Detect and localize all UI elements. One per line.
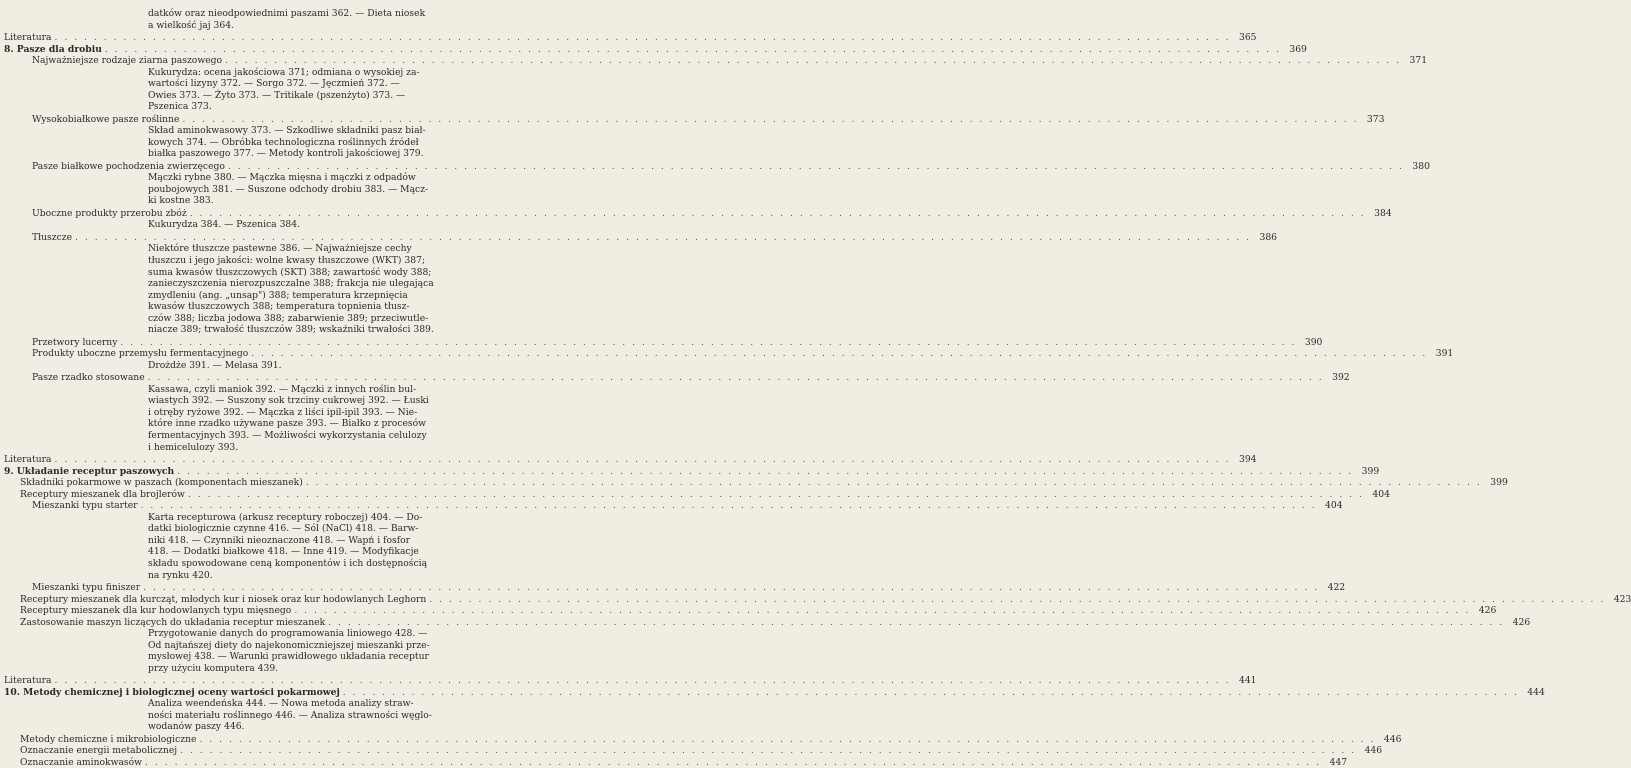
leader-dots: . . . . . . . . . . . . . . . . . . . . . . . . . . . . . . . . . . . . . . . . . . . . . . . . . . . . . . . . . . . . . . . . . . . . . . . . . . . . . . . . . . . . . . . . . . . . . . . . . . . . . . . . . . . . . . . . . . . . . . . . (54, 32, 1231, 43)
toc-entry (0, 687, 1545, 698)
leader-dots: . . . . . . . . . . . . . . . . . . . . . . . . . . . . . . . . . . . . . . . . . . . . . . . . . . . . . . . . . . . . . . . . . . . . . . . . . . . . . . . . . . . . . . . . . . . . . . . . . . . . . . . . . . . . . . . . . . . . . . . . (143, 582, 1320, 593)
toc-subtopics-line: Drożdże 391. — Melasa 391. (148, 360, 282, 371)
toc-entry (0, 161, 1430, 172)
toc-entry-title: 8. Pasze dla drobiu (4, 44, 102, 55)
leader-dots: . . . . . . . . . . . . . . . . . . . . . . . . . . . . . . . . . . . . . . . . . . . . . . . . . . . . . . . . . . . . . . . . . . . . . . . . . . . . . . . . . . . . . . . . . . . . . . . . . . . . . . . . . . . . . . . . . . . . . . . . (145, 757, 1322, 768)
toc-page-number: 426 (1478, 605, 1497, 616)
toc-subtopics-line: fermentacyjnych 393. — Możliwości wykorzystania celulozy (148, 430, 427, 441)
toc-subtopics-line: niacze 389; trwałość tłuszczów 389; wskaźniki trwałości 389. (148, 324, 434, 335)
toc-entry-title: Literatura (4, 32, 52, 43)
toc-entry-title: Produkty uboczne przemysłu fermentacyjnego (32, 348, 249, 359)
toc-entry-title: Pasze białkowe pochodzenia zwierzęcego (32, 161, 225, 172)
toc-entry (0, 734, 1402, 745)
leader-dots: . . . . . . . . . . . . . . . . . . . . . . . . . . . . . . . . . . . . . . . . . . . . . . . . . . . . . . . . . . . . . . . . . . . . . . . . . . . . . . . . . . . . . . . . . . . . . . . . . . . . . . . . . . . . . . . . . . . . . . . . (75, 232, 1252, 243)
toc-page-number: 444 (1527, 687, 1545, 698)
toc-entry-title: Mieszanki typu starter (32, 500, 138, 511)
toc-entry (0, 454, 1257, 465)
toc-page-number: 404 (1372, 489, 1390, 500)
toc-entry-title: Metody chemiczne i mikrobiologiczne (20, 734, 197, 745)
leader-dots: . . . . . . . . . . . . . . . . . . . . . . . . . . . . . . . . . . . . . . . . . . . . . . . . . . . . . . . . . . . . . . . . . . . . . . . . . . . . . . . . . . . . . . . . . . . . . . . . . . . . . . . . . . . . . . . . . . . . . . . . (225, 55, 1402, 66)
toc-entry (0, 348, 1454, 359)
leader-dots: . . . . . . . . . . . . . . . . . . . . . . . . . . . . . . . . . . . . . . . . . . . . . . . . . . . . . . . . . . . . . . . . . . . . . . . . . . . . . . . . . . . . . . . . . . . . . . . . . . . . . . . . . . . . . . . . . . . . . . . . (104, 44, 1281, 55)
toc-subtopics-line: datki biologicznie czynne 416. — Sól (NaCl) 418. — Barw- (148, 523, 419, 534)
leader-dots: . . . . . . . . . . . . . . . . . . . . . . . . . . . . . . . . . . . . . . . . . . . . . . . . . . . . . . . . . . . . . . . . . . . . . . . . . . . . . . . . . . . . . . . . . . . . . . . . . . . . . . . . . . . . . . . . . . . . . . . . (305, 477, 1482, 488)
toc-page-number: 441 (1238, 675, 1257, 686)
toc-page-number: 446 (1364, 745, 1383, 756)
toc-entry-title: Uboczne produkty przerobu zbóż (32, 208, 187, 219)
toc-entry-title: 9. Układanie receptur paszowych (4, 466, 175, 477)
toc-page-number: 391 (1435, 348, 1454, 359)
toc-entry-title: Przetwory lucerny (32, 337, 118, 348)
toc-subtopics-line: wodanów paszy 446. (148, 721, 245, 732)
toc-subtopics-line: Karta recepturowa (arkusz receptury roboczej) 404. — Do- (148, 512, 423, 523)
toc-subtopics-line: Skład aminokwasowy 373. — Szkodliwe składniki pasz biał- (148, 125, 426, 136)
leader-dots: . . . . . . . . . . . . . . . . . . . . . . . . . . . . . . . . . . . . . . . . . . . . . . . . . . . . . . . . . . . . . . . . . . . . . . . . . . . . . . . . . . . . . . . . . . . . . . . . . . . . . . . . . . . . . . . . . . . . . . . . (180, 745, 1357, 756)
toc-entry (0, 208, 1392, 219)
toc-subtopics-line: na rynku 420. (148, 570, 213, 581)
toc-subtopics-line: kowych 374. — Obróbka technologiczna roślinnych źródeł (148, 137, 419, 148)
toc-entry (0, 44, 1307, 55)
toc-entry (0, 55, 1428, 66)
toc-page-number: 392 (1332, 372, 1350, 383)
toc-entry-title: Pasze rzadko stosowane (32, 372, 145, 383)
toc-subtopics-line: Od najtańszej diety do najekonomiczniejszej mieszanki prze- (148, 640, 430, 651)
toc-entry-title: Mieszanki typu finiszer (32, 582, 141, 593)
toc-entry (0, 500, 1343, 511)
leader-dots: . . . . . . . . . . . . . . . . . . . . . . . . . . . . . . . . . . . . . . . . . . . . . . . . . . . . . . . . . . . . . . . . . . . . . . . . . . . . . . . . . . . . . . . . . . . . . . . . . . . . . . . . . . . . . . . . . . . . . . . . (199, 734, 1376, 745)
toc-subtopics-line: Kukurydza: ocena jakościowa 371; odmiana o wysokiej za- (148, 67, 420, 78)
toc-entry (0, 745, 1383, 756)
toc-subtopics-line: Kassawa, czyli maniok 392. — Mączki z innych roślin bul- (148, 384, 417, 395)
toc-page-number: 386 (1259, 232, 1278, 243)
toc-entry (0, 32, 1257, 43)
toc-page-number: 373 (1366, 114, 1385, 125)
toc-entry (0, 617, 1531, 628)
toc-entry-title: Najważniejsze rodzaje ziarna paszowego (32, 55, 223, 66)
toc-subtopics-line: Mączki rybne 380. — Mączka mięsna i mączki z odpadów (148, 172, 416, 183)
toc-subtopics-line: białka paszowego 377. — Metody kontroli jakościowej 379. (148, 148, 424, 159)
toc-entry-title: Oznaczanie energii metabolicznej (20, 745, 178, 756)
leader-dots: . . . . . . . . . . . . . . . . . . . . . . . . . . . . . . . . . . . . . . . . . . . . . . . . . . . . . . . . . . . . . . . . . . . . . . . . . . . . . . . . . . . . . . . . . . . . . . . . . . . . . . . . . . . . . . . . . . . . . . . . (328, 617, 1505, 628)
toc-page-number: 380 (1412, 161, 1430, 172)
leader-dots: . . . . . . . . . . . . . . . . . . . . . . . . . . . . . . . . . . . . . . . . . . . . . . . . . . . . . . . . . . . . . . . . . . . . . . . . . . . . . . . . . . . . . . . . . . . . . . . . . . . . . . . . . . . . . . . . . . . . . . . . (182, 114, 1359, 125)
toc-subtopics-line: Pszenica 373. (148, 101, 212, 112)
toc-subtopics-line: i hemicelulozy 393. (148, 442, 239, 453)
toc-entry-title: Oznaczanie aminokwasów (20, 757, 143, 768)
leader-dots: . . . . . . . . . . . . . . . . . . . . . . . . . . . . . . . . . . . . . . . . . . . . . . . . . . . . . . . . . . . . . . . . . . . . . . . . . . . . . . . . . . . . . . . . . . . . . . . . . . . . . . . . . . . . . . . . . . . . . . . . (147, 372, 1324, 383)
toc-entry-title: Składniki pokarmowe w paszach (komponentach mieszanek) (20, 477, 303, 488)
toc-subtopics-line: poubojowych 381. — Suszone odchody drobiu 383. — Mącz- (148, 184, 429, 195)
toc-subtopics-line: tłuszczu i jego jakości: wolne kwasy tłuszczowe (WKT) 387; (148, 255, 426, 266)
toc-subtopics-line: Niektóre tłuszcze pastewne 386. — Najważniejsze cechy (148, 243, 412, 254)
toc-subtopics-line: datków oraz nieodpowiednimi paszami 362. — Dieta niosek (148, 8, 426, 19)
toc-subtopics-line: zanieczyszczenia nierozpuszczalne 388; frakcja nie ulegająca (148, 278, 434, 289)
toc-entry (0, 605, 1497, 616)
toc-entry-title: Literatura (4, 675, 52, 686)
leader-dots: . . . . . . . . . . . . . . . . . . . . . . . . . . . . . . . . . . . . . . . . . . . . . . . . . . . . . . . . . . . . . . . . . . . . . . . . . . . . . . . . . . . . . . . . . . . . . . . . . . . . . . . . . . . . . . . . . . . . . . . . (342, 687, 1519, 698)
leader-dots: . . . . . . . . . . . . . . . . . . . . . . . . . . . . . . . . . . . . . . . . . . . . . . . . . . . . . . . . . . . . . . . . . . . . . . . . . . . . . . . . . . . . . . . . . . . . . . . . . . . . . . . . . . . . . . . . . . . . . . . . (177, 466, 1354, 477)
toc-page-number: 394 (1238, 454, 1257, 465)
toc-page-number: 447 (1329, 757, 1348, 768)
toc-subtopics-line: wiastych 392. — Suszony sok trzciny cukrowej 392. — Łuski (148, 395, 429, 406)
toc-subtopics-line: ki kostne 383. (148, 195, 214, 206)
toc-entry-title: Zastosowanie maszyn liczących do układania receptur mieszanek (20, 617, 326, 628)
toc-page-number: 422 (1327, 582, 1346, 593)
toc-entry (0, 337, 1323, 348)
leader-dots: . . . . . . . . . . . . . . . . . . . . . . . . . . . . . . . . . . . . . . . . . . . . . . . . . . . . . . . . . . . . . . . . . . . . . . . . . . . . . . . . . . . . . . . . . . . . . . . . . . . . . . . . . . . . . . . . . . . . . . . . (294, 605, 1471, 616)
leader-dots: . . . . . . . . . . . . . . . . . . . . . . . . . . . . . . . . . . . . . . . . . . . . . . . . . . . . . . . . . . . . . . . . . . . . . . . . . . . . . . . . . . . . . . . . . . . . . . . . . . . . . . . . . . . . . . . . . . . . . . . . (54, 675, 1231, 686)
toc-subtopics-line: 418. — Dodatki białkowe 418. — Inne 419. — Modyfikacje (148, 546, 419, 557)
toc-entry (0, 489, 1390, 500)
toc-subtopics-line: zmydleniu (ang. „unsap") 388; temperatura krzepnięcia (148, 290, 408, 301)
toc-page-number: 399 (1361, 466, 1380, 477)
toc-entry-title: Receptury mieszanek dla kurcząt, młodych kur i niosek oraz kur hodowlanych Leghorn (20, 594, 427, 605)
toc-subtopics-line: wartości lizyny 372. — Sorgo 372. — Jęczmień 372. — (148, 78, 400, 89)
leader-dots: . . . . . . . . . . . . . . . . . . . . . . . . . . . . . . . . . . . . . . . . . . . . . . . . . . . . . . . . . . . . . . . . . . . . . . . . . . . . . . . . . . . . . . . . . . . . . . . . . . . . . . . . . . . . . . . . . . . . . . . . (140, 500, 1317, 511)
toc-subtopics-line: suma kwasów tłuszczowych (SKT) 388; zawartość wody 388; (148, 267, 432, 278)
toc-page-number: 426 (1512, 617, 1531, 628)
toc-entry (0, 757, 1348, 768)
toc-page-number: 369 (1289, 44, 1307, 55)
toc-subtopics-line: mysłowej 438. — Warunki prawidłowego układania receptur (148, 651, 429, 662)
leader-dots: . . . . . . . . . . . . . . . . . . . . . . . . . . . . . . . . . . . . . . . . . . . . . . . . . . . . . . . . . . . . . . . . . . . . . . . . . . . . . . . . . . . . . . . . . . . . . . . . . . . . . . . . . . . . . . . . . . . . . . . . (54, 454, 1231, 465)
toc-entry-title: Receptury mieszanek dla kur hodowlanych typu mięsnego (20, 605, 292, 616)
toc-page-number: 404 (1325, 500, 1343, 511)
toc-subtopics-line: czów 388; liczba jodowa 388; zabarwienie 389; przeciwutle- (148, 313, 429, 324)
toc-subtopics-line: które inne rzadko używane pasze 393. — Białko z procesów (148, 418, 427, 429)
toc-subtopics-line: Owies 373. — Żyto 373. — Tritikale (pszenżyto) 373. — (148, 90, 406, 101)
toc-subtopics-line: a wielkość jaj 364. (148, 20, 235, 31)
leader-dots: . . . . . . . . . . . . . . . . . . . . . . . . . . . . . . . . . . . . . . . . . . . . . . . . . . . . . . . . . . . . . . . . . . . . . . . . . . . . . . . . . . . . . . . . . . . . . . . . . . . . . . . . . . . . . . . . . . . . . . . . (227, 161, 1404, 172)
toc-entry (0, 372, 1350, 383)
toc-subtopics-line: ności materiału roślinnego 446. — Analiza strawności węglo- (148, 710, 432, 721)
leader-dots: . . . . . . . . . . . . . . . . . . . . . . . . . . . . . . . . . . . . . . . . . . . . . . . . . . . . . . . . . . . . . . . . . . . . . . . . . . . . . . . . . . . . . . . . . . . . . . . . . . . . . . . . . . . . . . . . . . . . . . . . (251, 348, 1428, 359)
leader-dots: . . . . . . . . . . . . . . . . . . . . . . . . . . . . . . . . . . . . . . . . . . . . . . . . . . . . . . . . . . . . . . . . . . . . . . . . . . . . . . . . . . . . . . . . . . . . . . . . . . . . . . . . . . . . . . . . . . . . . . . . (187, 489, 1364, 500)
toc-subtopics-line: kwasów tłuszczowych 388; temperatura topnienia tłusz- (148, 301, 410, 312)
toc-page-number: 371 (1409, 55, 1428, 66)
toc-entry (0, 477, 1508, 488)
toc-page-number: 384 (1374, 208, 1392, 219)
toc-entry-title: Wysokobiałkowe pasze roślinne (32, 114, 180, 125)
toc-subtopics-line: niki 418. — Czynniki nieoznaczone 418. — Wapń i fosfor (148, 535, 411, 546)
toc-entry (0, 466, 1380, 477)
leader-dots: . . . . . . . . . . . . . . . . . . . . . . . . . . . . . . . . . . . . . . . . . . . . . . . . . . . . . . . . . . . . . . . . . . . . . . . . . . . . . . . . . . . . . . . . . . . . . . . . . . . . . . . . . . . . . . . . . . . . . . . . (429, 594, 1606, 605)
toc-page-number: 390 (1304, 337, 1323, 348)
toc-entry-title: Tłuszcze (32, 232, 73, 243)
toc-subtopics-line: i otręby ryżowe 392. — Mączka z liści ipil-ipil 393. — Nie- (148, 407, 418, 418)
toc-subtopics-line: Kukurydza 384. — Pszenica 384. (148, 219, 301, 230)
toc-subtopics-line: Analiza weendeńska 444. — Nowa metoda analizy straw- (148, 698, 414, 709)
toc-page-number: 399 (1490, 477, 1508, 488)
toc-entry-title: 10. Metody chemicznej i biologicznej oceny wartości pokarmowej (4, 687, 340, 698)
leader-dots: . . . . . . . . . . . . . . . . . . . . . . . . . . . . . . . . . . . . . . . . . . . . . . . . . . . . . . . . . . . . . . . . . . . . . . . . . . . . . . . . . . . . . . . . . . . . . . . . . . . . . . . . . . . . . . . . . . . . . . . . (189, 208, 1366, 219)
toc-entry (0, 594, 1631, 605)
toc-entry (0, 232, 1278, 243)
toc-entry (0, 114, 1385, 125)
toc-entry-title: Literatura (4, 454, 52, 465)
toc-subtopics-line: przy użyciu komputera 439. (148, 663, 279, 674)
toc-page-number: 365 (1238, 32, 1257, 43)
toc-entry (0, 582, 1346, 593)
toc-page-number: 446 (1383, 734, 1402, 745)
leader-dots: . . . . . . . . . . . . . . . . . . . . . . . . . . . . . . . . . . . . . . . . . . . . . . . . . . . . . . . . . . . . . . . . . . . . . . . . . . . . . . . . . . . . . . . . . . . . . . . . . . . . . . . . . . . . . . . . . . . . . . . . (120, 337, 1297, 348)
toc-subtopics-line: składu spowodowane ceną komponentów i ich dostępnością (148, 558, 428, 569)
toc-page-number: 423 (1613, 594, 1631, 605)
toc-entry-title: Receptury mieszanek dla brojlerów (20, 489, 185, 500)
toc-subtopics-line: Przygotowanie danych do programowania liniowego 428. — (148, 628, 428, 639)
toc-entry (0, 675, 1257, 686)
